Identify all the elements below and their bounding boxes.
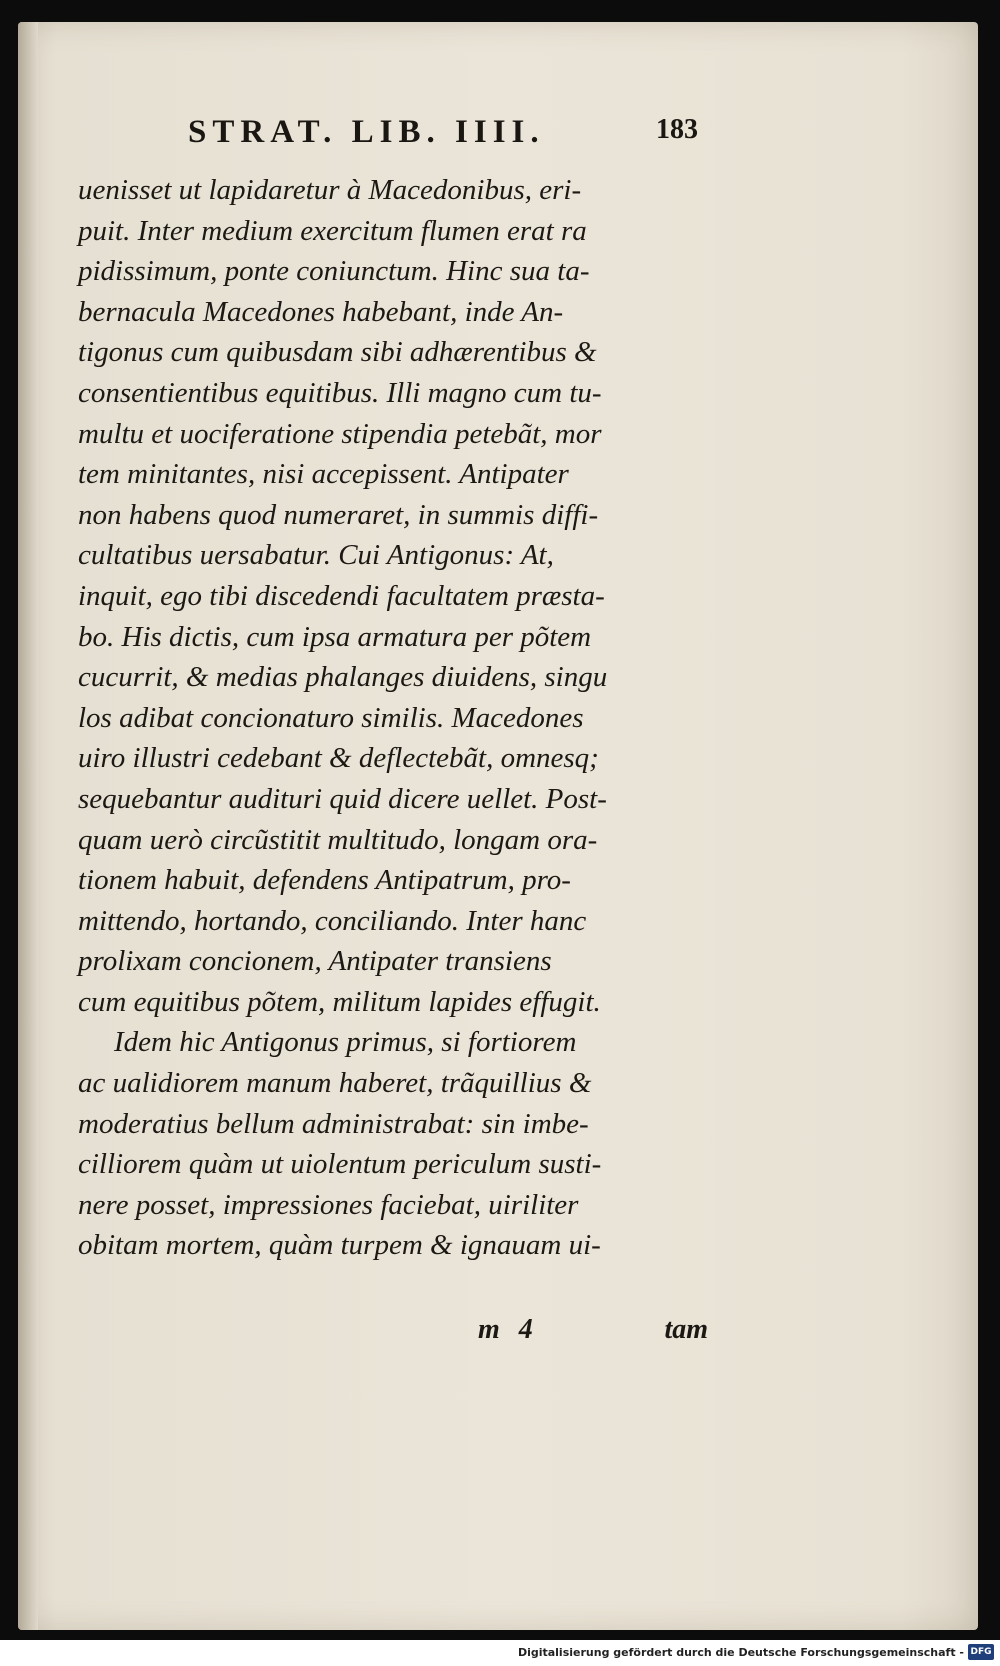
text-line: non habens quod numeraret, in summis diffi- <box>78 498 599 531</box>
text-line: tem minitantes, nisi accepissent. Antipater <box>78 458 569 491</box>
text-line: bernacula Macedones habebant, inde An- <box>78 295 564 328</box>
text-line: uenisset ut lapidaretur à Macedonibus, eri- <box>78 174 582 206</box>
catchword: tam <box>664 1314 708 1345</box>
book-page <box>18 22 978 1630</box>
text-line: prolixam concionem, Antipater transiens <box>78 945 552 978</box>
text-line: cilliorem quàm ut uiolentum periculum susti- <box>78 1148 602 1181</box>
text-line: tionem habuit, defendens Antipatrum, pro- <box>78 864 571 897</box>
text-line: quam uerò circũstitit multitudo, longam ora- <box>78 823 598 856</box>
page-header <box>158 110 698 156</box>
text-line: obitam mortem, quàm turpem & ignauam ui- <box>78 1229 601 1262</box>
running-head: STRAT. LIB. IIII. <box>188 114 545 150</box>
text-line: moderatius bellum administrabat: sin imbe- <box>78 1107 589 1140</box>
funding-credit: Digitalisierung gefördert durch die Deutsche Forschungsgemeinschaft - <box>517 1646 964 1659</box>
page-number: 183 <box>656 114 698 145</box>
text-line: uiro illustri cedebant & deflectebãt, omnesq; <box>78 742 599 775</box>
text-block <box>78 170 708 1266</box>
text-line: cultatibus uersabatur. Cui Antigonus: At, <box>78 539 554 572</box>
text-line: cum equitibus põtem, militum lapides effugit. <box>78 985 601 1018</box>
text-line: sequebantur audituri quid dicere uellet. Post- <box>78 782 607 815</box>
dfg-logo: DFG <box>968 1644 994 1660</box>
text-line: nere posset, impressiones faciebat, uiriliter <box>78 1188 579 1221</box>
text-line: mittendo, hortando, conciliando. Inter hanc <box>78 904 587 937</box>
text-line: tigonus cum quibusdam sibi adhærentibus & <box>78 336 597 369</box>
text-line: ac ualidiorem manum haberet, trãquillius & <box>78 1067 592 1100</box>
text-line: pidissimum, ponte coniunctum. Hinc sua ta- <box>78 255 590 288</box>
footer <box>0 1640 1000 1666</box>
signature-mark: m 4 <box>478 1314 539 1345</box>
page-gutter <box>18 22 38 1630</box>
text-line: puit. Inter medium exercitum flumen erat ra <box>78 214 587 247</box>
text-line: multu et uociferatione stipendia petebãt, mor <box>78 417 602 450</box>
catchword-line <box>58 1314 708 1354</box>
text-line: los adibat concionaturo similis. Macedones <box>78 701 584 734</box>
text-line: inquit, ego tibi discedendi facultatem præsta- <box>78 579 605 612</box>
text-line: cucurrit, & medias phalanges diuidens, singu <box>78 661 608 694</box>
text-line: consentientibus equitibus. Illi magno cum tu- <box>78 376 602 409</box>
text-line: bo. His dictis, cum ipsa armatura per põtem <box>78 620 592 653</box>
text-line-paragraph-start: Idem hic Antigonus primus, si fortiorem <box>114 1026 577 1059</box>
